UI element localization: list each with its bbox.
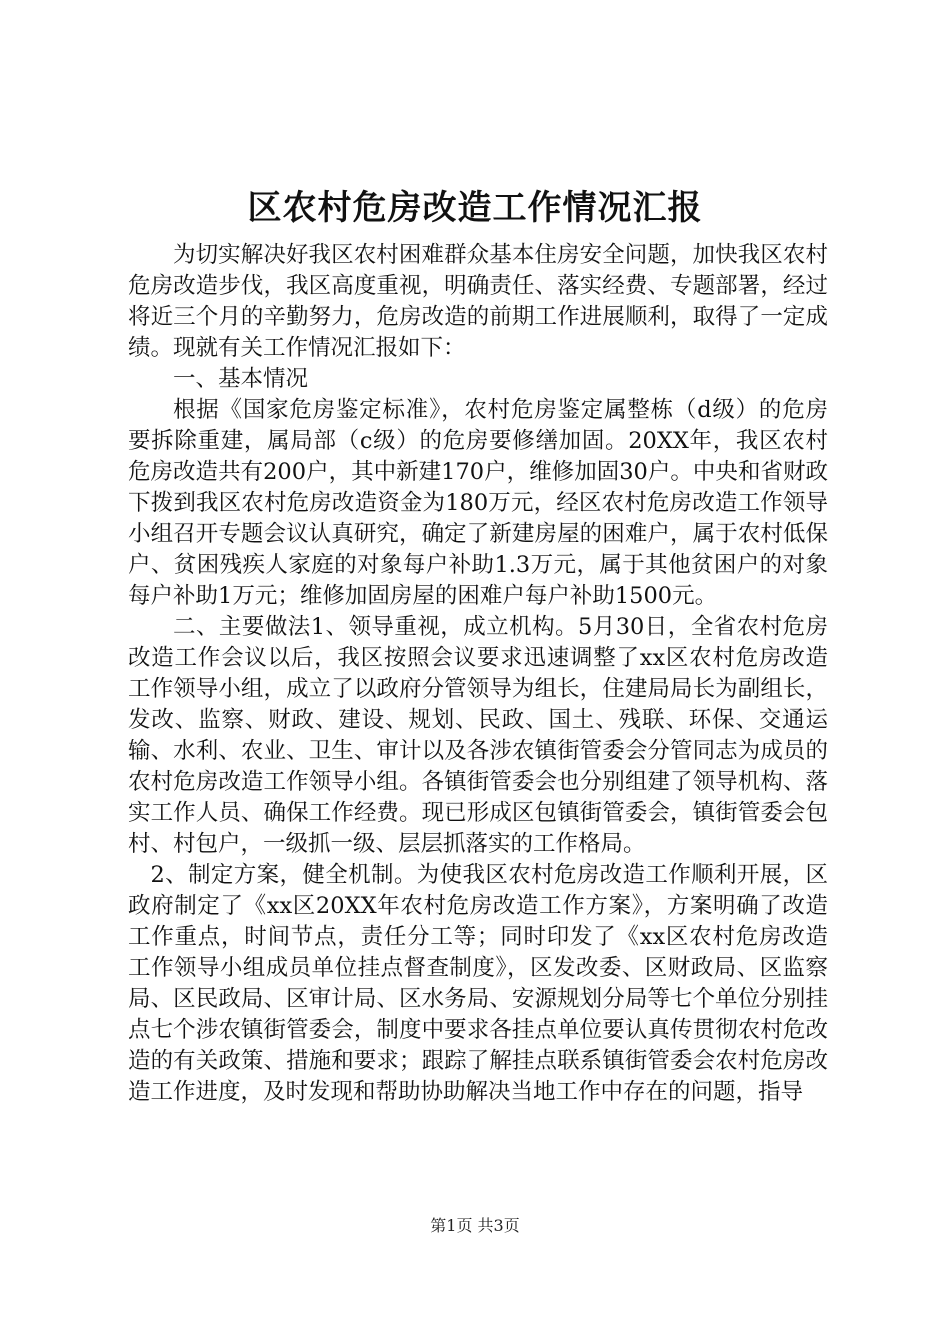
intro-paragraph: 为切实解决好我区农村困难群众基本住房安全问题，加快我区农村危房改造步伐，我区高度重视，明确责任、落实经费、专题部署，经过将近三个月的辛勤努力，危房改造的前期工作进展顺利，取得了一定成绩。现就有关工作情况汇报如下：: [128, 242, 828, 361]
plan-mechanism-paragraph: 2、制定方案，健全机制。为使我区农村危房改造工作顺利开展，区政府制定了《xx区20XX年农村危房改造工作方案》，方案明确了改造工作重点，时间节点，责任分工等；同时印发了《xx区农村危房改造工作领导小组成员单位挂点督查制度》，区发改委、区财政局、区监察局、区民政局、区审计局、区水务局、安源规划分局等七个单位分别挂点七个涉农镇街管委会，制度中要求各挂点单位要认真传贯彻农村危改造的有关政策、措施和要求；跟踪了解挂点联系镇街管委会农村危房改造工作进度，及时发现和帮助协助解决当地工作中存在的问题，指导: [128, 862, 828, 1105]
document-title: 区农村危房改造工作情况汇报: [247, 188, 703, 228]
basic-situation-paragraph: 根据《国家危房鉴定标准》，农村危房鉴定属整栋（d级）的危房要拆除重建，属局部（c级）的危房要修缮加固。20XX年，我区农村危房改造共有200户，其中新建170户，维修加固30户。中央和省财政下拨到我区农村危房改造资金为180万元，经区农村危房改造工作领导小组召开专题会议认真研究，确定了新建房屋的困难户，属于农村低保户、贫困残疾人家庭的对象每户补助1.3万元，属于其他贫困户的对象每户补助1万元；维修加固房屋的困难户每户补助1500元。: [128, 397, 828, 609]
page-number-footer: 第1页 共3页: [430, 1216, 520, 1235]
document-body: [128, 240, 828, 1108]
section-heading-basic: 一、基本情况: [173, 366, 309, 392]
main-practices-paragraph: 二、主要做法1、领导重视，成立机构。5月30日，全省农村危房改造工作会议以后，我区按照会议要求迅速调整了xx区农村危房改造工作领导小组，成立了以政府分管领导为组长，住建局局长为副组长，发改、监察、财政、建设、规划、民政、国土、残联、环保、交通运输、水利、农业、卫生、审计以及各涉农镇街管委会分管同志为成员的农村危房改造工作领导小组。各镇街管委会也分别组建了领导机构、落实工作人员、确保工作经费。现已形成区包镇街管委会，镇街管委会包村、村包户，一级抓一级、层层抓落实的工作格局。: [128, 614, 828, 857]
